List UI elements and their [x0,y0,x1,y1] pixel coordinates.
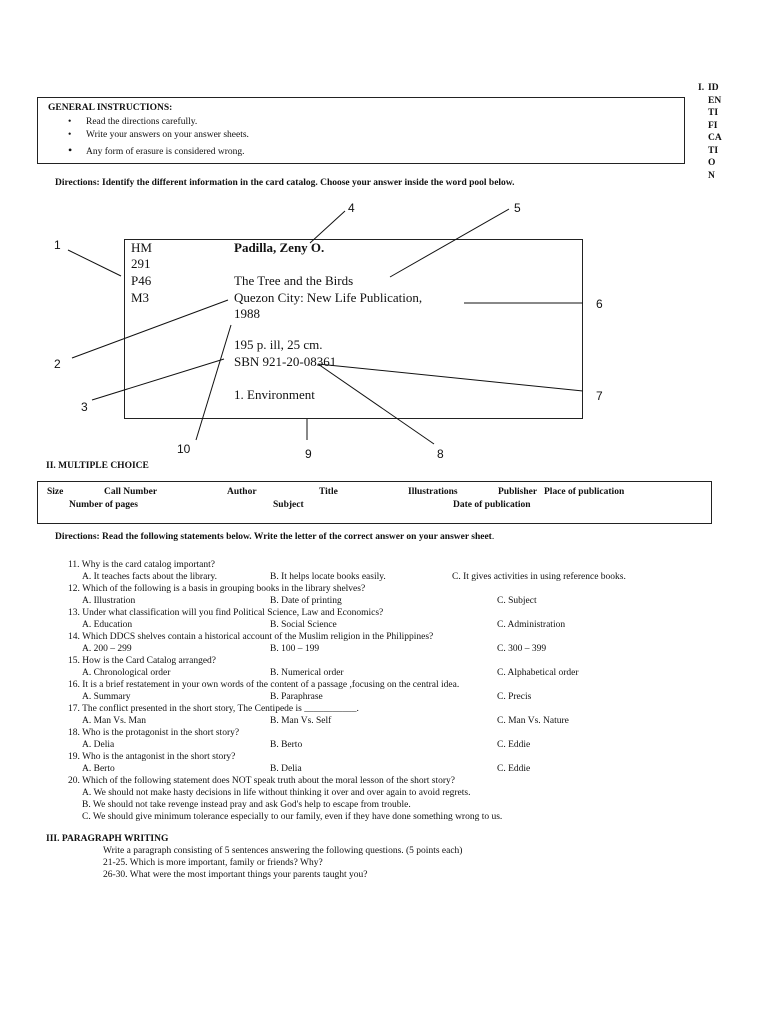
callout-number: 1 [54,238,61,252]
instruction-text: Read the directions carefully. [86,117,198,127]
paragraph-writing-heading: III. PARAGRAPH WRITING [46,834,169,844]
vertical-heading-char: O [708,158,716,168]
vertical-heading-char: ID [708,83,719,93]
option-c: C. Eddie [497,764,531,774]
option-c: C. We should give minimum tolerance especially to our family, even if they have done something wrong to us. [82,812,503,822]
question-text: 18. Who is the protagonist in the short story? [68,728,240,738]
vertical-heading-char: FI [708,120,718,131]
directions-end: . [491,532,495,542]
question-text: 19. Who is the antagonist in the short story? [68,752,236,762]
callout-number: 2 [54,357,61,371]
option-c: C. 300 – 399 [497,644,547,654]
bullet-icon: • [68,117,72,127]
paragraph-instruction: Write a paragraph consisting of 5 sentences answering the following questions. (5 points each) [103,846,463,856]
option-b: B. Berto [270,740,303,750]
word-pool-item: Call Number [104,487,158,497]
question-text: 20. Which of the following statement does NOT speak truth about the moral lesson of the short story? [68,776,455,786]
question-text: 14. Which DDCS shelves contain a historical account of the Muslim religion in the Philippines? [68,632,434,642]
vertical-heading-char: EN [708,95,722,106]
instruction-text: Write your answers on your answer sheets. [86,130,249,140]
option-a: A. It teaches facts about the library. [82,572,217,582]
question-text: 15. How is the Card Catalog arranged? [68,656,216,666]
vertical-heading-char: TI [708,108,719,118]
card-publication: Quezon City: New Life Publication, [234,290,423,305]
callout-number: 6 [596,297,603,311]
option-b: B. 100 – 199 [270,644,320,654]
question-text: 16. It is a brief restatement in your own words of the content of a passage ,focusing on the central idea. [68,680,460,690]
general-instructions-title-text: GENERAL INSTRUCTIONS [48,103,170,113]
callout-number: 4 [348,201,355,215]
option-b: B. Delia [270,764,302,774]
paragraph-question: 26-30. What were the most important things your parents taught you? [103,870,368,880]
multiple-choice-heading: II. MULTIPLE CHOICE [46,461,149,471]
option-a: A. Illustration [82,596,136,606]
word-pool-item: Title [319,487,338,497]
card-author: Padilla, Zeny O. [234,240,325,255]
option-b: B. Numerical order [270,668,344,678]
option-a: A. Chronological order [82,668,171,678]
vertical-heading-char: I. [698,83,705,93]
vertical-heading-char: CA [708,133,722,143]
option-b: B. Paraphrase [270,692,323,702]
callout-number: 3 [81,400,88,414]
question-text: 12. Which of the following is a basis in grouping books in the library shelves? [68,584,366,594]
callout-line-3 [92,359,224,400]
option-b: B. We should not take revenge instead pray and ask God's help to escape from trouble. [82,800,411,810]
directions-text: : Identify the different information in the card catalog. Choose your answer inside the word pool below. [96,178,515,188]
option-c: C. Eddie [497,740,531,750]
option-c: C. Alphabetical order [497,668,579,678]
general-instructions-colon: : [169,103,173,113]
word-pool-item: Date of publication [453,500,531,510]
word-pool-item: Number of pages [69,500,138,510]
paragraph-question: 21-25. Which is more important, family or friends? Why? [103,858,323,868]
word-pool-item: Size [47,487,64,497]
directions-label: Directions [55,178,97,188]
callout-number: 5 [514,201,521,215]
option-a: A. Delia [82,740,115,750]
word-pool-item: Illustrations [408,487,458,497]
callout-line-1 [68,250,121,276]
word-pool-item: Subject [273,500,304,510]
callout-line-7 [318,364,583,391]
option-a: A. Summary [82,692,131,702]
word-pool-item: Place of publication [544,487,625,497]
callout-line-5 [390,209,509,277]
callout-line-10 [196,325,231,440]
question-text: 11. Why is the card catalog important? [68,560,215,570]
option-b: B. Social Science [270,620,337,630]
question-text: 13. Under what classification will you find Political Science, Law and Economics? [68,608,384,618]
vertical-heading-char: TI [708,145,719,156]
card-isbn: SBN 921-20-08361 [234,354,337,369]
callout-line-8 [318,364,434,444]
card-subject: 1. Environment [234,387,315,402]
option-a: A. Education [82,620,133,630]
call-number-line: 291 [131,256,151,271]
word-pool-item: Publisher [498,487,538,497]
directions-text: : Read the following statements below. Write the letter of the correct answer on your answer sheet [96,532,492,542]
option-a: A. 200 – 299 [82,644,132,654]
option-c: C. Subject [497,596,537,606]
word-pool-item: Author [227,487,257,497]
callout-number: 10 [177,442,191,456]
directions-label: Directions [55,532,97,542]
option-b: B. It helps locate books easily. [270,572,386,582]
callout-number: 9 [305,447,312,461]
option-b: B. Man Vs. Self [270,716,332,726]
vertical-heading-char: N [708,170,715,181]
call-number-line: M3 [131,290,150,305]
option-a: A. Man Vs. Man [82,716,146,726]
option-c: C. Man Vs. Nature [497,716,569,726]
call-number-line: HM [131,240,152,255]
card-title: The Tree and the Birds [234,273,354,288]
option-b: B. Date of printing [270,596,342,606]
bullet-icon: • [68,143,73,157]
instruction-text: Any form of erasure is considered wrong. [86,147,245,157]
option-c: C. Precis [497,692,532,702]
bullet-icon: • [68,130,72,140]
card-year: 1988 [234,306,260,321]
callout-number: 7 [596,389,603,403]
callout-line-2 [72,300,228,358]
callout-number: 8 [437,447,444,461]
option-a: A. Berto [82,764,115,774]
question-text: 17. The conflict presented in the short story, The Centipede is ___________. [68,704,359,714]
card-physical-description: 195 p. ill, 25 cm. [234,337,323,352]
option-c: C. It gives activities in using reference books. [452,572,626,582]
callout-line-4 [310,211,345,243]
call-number-line: P46 [131,273,152,288]
option-c: C. Administration [497,620,566,630]
multiple-choice-directions [55,531,494,543]
option-a: A. We should not make hasty decisions in life without thinking it over and over again to avoid regrets. [82,788,471,798]
